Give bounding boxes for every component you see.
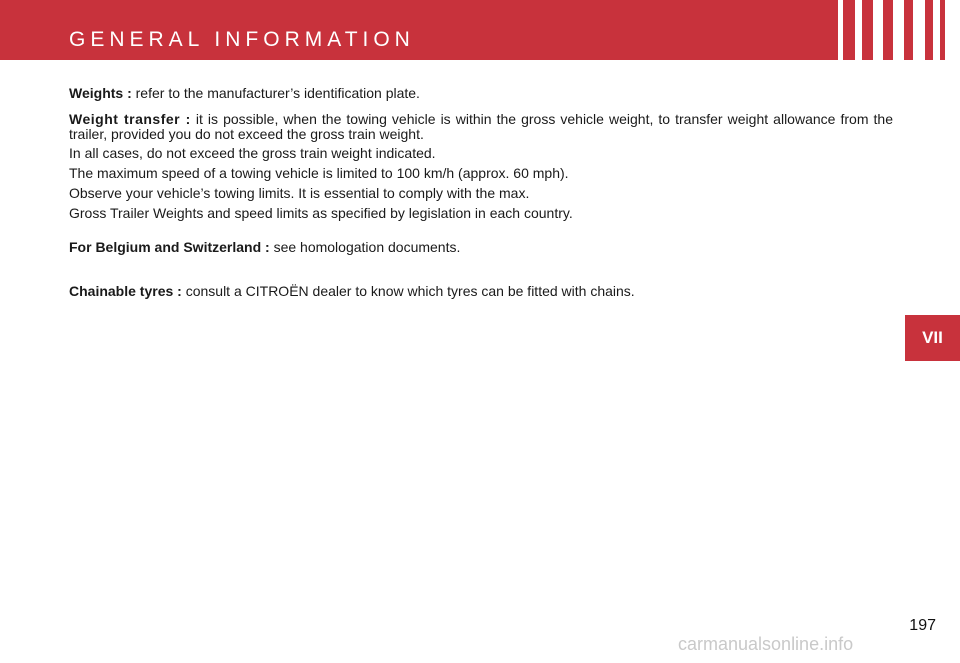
weight-transfer-paragraph: [69, 112, 893, 142]
watermark-text: carmanualsonline.info: [678, 634, 854, 654]
chains-paragraph: [69, 282, 893, 300]
chains-label: Chainable tyres :: [69, 283, 182, 299]
stripe-bar: [940, 0, 945, 60]
stripe-bar: [925, 0, 933, 60]
stripe-bar: [826, 0, 838, 60]
weight-transfer-label: Weight transfer :: [69, 111, 191, 127]
body-content: [69, 84, 893, 300]
info-line: In all cases, do not exceed the gross train weight indicated.: [69, 145, 436, 161]
info-line: The maximum speed of a towing vehicle is limited to 100 km/h (approx. 60 mph).: [69, 165, 569, 181]
weights-paragraph: [69, 84, 893, 102]
page-title: GENERAL INFORMATION: [69, 28, 415, 51]
page-header: [0, 0, 960, 60]
info-line: Gross Trailer Weights and speed limits as specified by legislation in each country.: [69, 205, 573, 221]
weights-label: Weights :: [69, 85, 132, 101]
header-stripe-decoration: [826, 0, 960, 60]
chains-text: consult a CITROËN dealer to know which tyres can be fitted with chains.: [181, 283, 635, 299]
stripe-bar: [862, 0, 873, 60]
belgium-paragraph: [69, 238, 893, 256]
weights-text: refer to the manufacturer’s identification plate.: [131, 85, 420, 101]
info-line: Observe your vehicle’s towing limits. It is essential to comply with the max.: [69, 185, 530, 201]
stripe-bar: [904, 0, 913, 60]
stripe-bar: [883, 0, 893, 60]
section-tab: VII: [905, 315, 960, 361]
weight-transfer-text: it is possible, when the towing vehicle is within the gross vehicle weight, to transfer weight allowance from the trailer, provided you do not exceed the gross train weight.: [69, 111, 893, 142]
page-number: 197: [909, 617, 936, 634]
belgium-label: For Belgium and Switzerland :: [69, 239, 270, 255]
belgium-text: see homologation documents.: [269, 239, 461, 255]
stripe-bar: [843, 0, 855, 60]
